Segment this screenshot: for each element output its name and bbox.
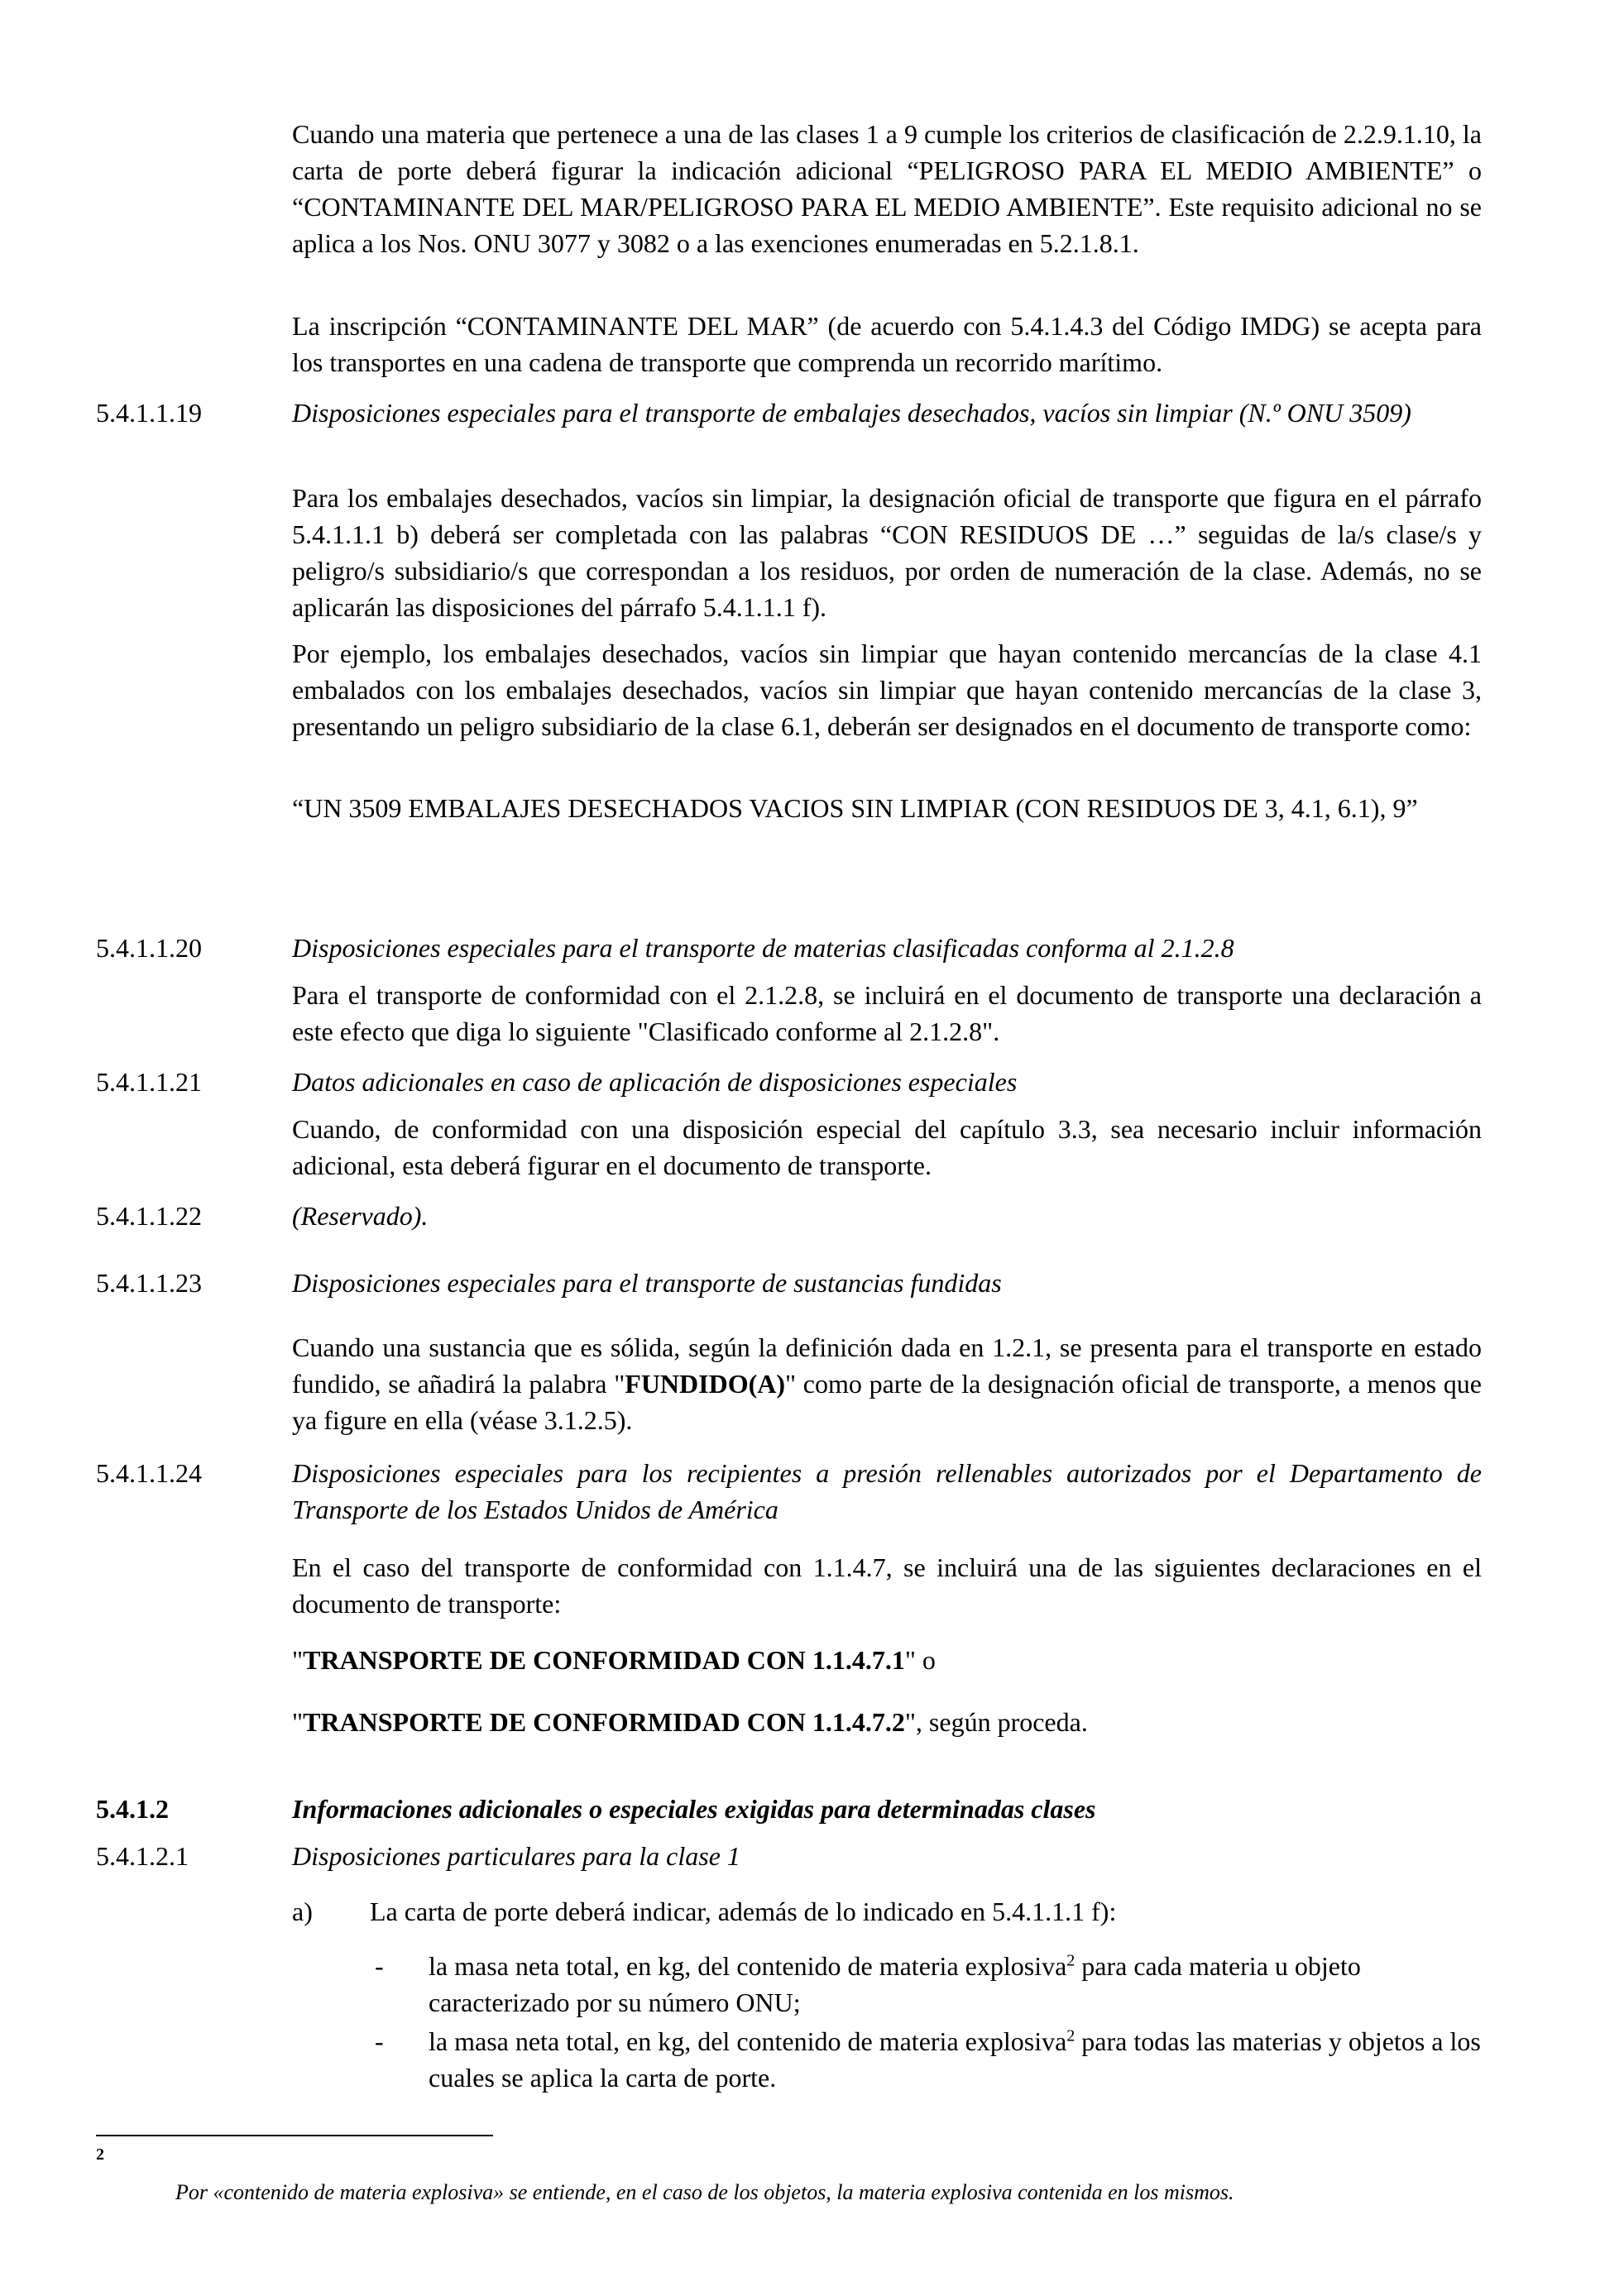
section-number-5-4-1-2-1: 5.4.1.2.1 <box>96 1841 189 1871</box>
section-number-5-4-1-1-19: 5.4.1.1.19 <box>96 398 202 428</box>
paragraph-declarations-intro: En el caso del transporte de conformidad con 1.1.4.7, se incluirá una de las siguientes declaraciones en el documento de transporte: <box>292 1552 1482 1619</box>
section-title-5-4-1-2-1: Disposiciones particulares para la clase 1 <box>292 1841 740 1871</box>
bold-term-fundido: FUNDIDO(A) <box>625 1369 786 1399</box>
footnote-separator <box>96 2135 493 2136</box>
paragraph-classified-conform: Para el transporte de conformidad con el 2.1.2.8, se incluirá en el documento de transporte una declaración a este efecto que diga lo siguiente "Clasificado conforme al 2.1.2.8". <box>292 980 1482 1046</box>
footnote-ref: 2 <box>1066 2026 1075 2045</box>
section-number-5-4-1-1-22: 5.4.1.1.22 <box>96 1201 202 1231</box>
paragraph-molten-substances: Cuando una sustancia que es sólida, según la definición dada en 1.2.1, se presenta para el transporte en estado fundido, se añadirá la palabra "FUNDIDO(A)" como parte de la designación oficial de transporte, a menos que ya figure en ella (véase 3.1.2.5). <box>292 1332 1483 1435</box>
section-number-5-4-1-2: 5.4.1.2 <box>96 1794 169 1824</box>
list-marker-a: a) <box>292 1897 313 1926</box>
list-dash-1: - <box>375 1951 384 1981</box>
section-title-5-4-1-1-19: Disposiciones especiales para el transporte de embalajes desechados, vacíos sin limpiar (N.º ONU 3509) <box>292 398 1411 428</box>
section-number-5-4-1-1-21: 5.4.1.1.21 <box>96 1067 202 1097</box>
section-title-5-4-1-1-23: Disposiciones especiales para el transporte de sustancias fundidas <box>292 1268 1002 1298</box>
paragraph-discarded-packagings: Para los embalajes desechados, vacíos sin limpiar, la designación oficial de transporte que figura en el párrafo 5.4.1.1.1 b) deberá ser completada con las palabras “CON RESIDUOS DE …” seguidas de la/s clase/s y peligro/s subsidiario/s que correspondan a los residuos, por orden de numeración de la clase. Además, no se aplicarán las disposiciones del párrafo 5.4.1.1.1 f). <box>292 483 1482 622</box>
section-number-5-4-1-1-24: 5.4.1.1.24 <box>96 1458 202 1488</box>
list-item-a: La carta de porte deberá indicar, además de lo indicado en 5.4.1.1.1 f): <box>370 1897 1117 1926</box>
section-title-5-4-1-1-20: Disposiciones especiales para el transporte de materias clasificadas conforma al 2.1.2.8 <box>292 933 1234 963</box>
section-title-5-4-1-1-21: Datos adicionales en caso de aplicación de disposiciones especiales <box>292 1067 1018 1097</box>
declaration-1: "TRANSPORTE DE CONFORMIDAD CON 1.1.4.7.1" o <box>292 1645 936 1675</box>
paragraph-special-provision-info: Cuando, de conformidad con una disposición especial del capítulo 3.3, sea necesario incluir información adicional, esta deberá figurar en el documento de transporte. <box>292 1114 1482 1180</box>
footnote-ref: 2 <box>1066 1951 1075 1970</box>
footnote-text: Por «contenido de materia explosiva» se entiende, en el caso de los objetos, la materia explosiva contenida en los mismos. <box>175 2180 1234 2204</box>
section-number-5-4-1-1-23: 5.4.1.1.23 <box>96 1268 202 1298</box>
list-item-net-mass-total: la masa neta total, en kg, del contenido de materia explosiva$^2$ para todas las materias y objetos a los cuales se aplica la carta de porte. <box>429 2026 1481 2093</box>
section-title-5-4-1-1-22: (Reservado). <box>292 1201 429 1231</box>
footnote-number: 2 <box>96 2145 104 2164</box>
paragraph-marine-pollutant: La inscripción “CONTAMINANTE DEL MAR” (de acuerdo con 5.4.1.4.3 del Código IMDG) se acepta para los transportes en una cadena de transporte que comprenda un recorrido marítimo. <box>292 311 1482 377</box>
paragraph-example: Por ejemplo, los embalajes desechados, vacíos sin limpiar que hayan contenido mercancías de la clase 4.1 embalados con los embalajes desechados, vacíos sin limpiar que hayan contenido mercancías de la clase 3, presentando un peligro subsidiario de la clase 6.1, deberán ser designados en el documento de transporte como: <box>292 639 1482 741</box>
section-title-5-4-1-1-24: Disposiciones especiales para los recipientes a presión rellenables autorizados por el Departamento de Transporte de los Estados Unidos de América <box>292 1458 1482 1524</box>
list-dash-2: - <box>375 2026 384 2056</box>
section-title-5-4-1-2: Informaciones adicionales o especiales exigidas para determinadas clases <box>292 1794 1096 1824</box>
paragraph-environment-hazard: Cuando una materia que pertenece a una de las clases 1 a 9 cumple los criterios de clasificación de 2.2.9.1.10, la carta de porte deberá figurar la indicación adicional “PELIGROSO PARA EL MEDIO AMBIENTE” o “CONTAMINANTE DEL MAR/PELIGROSO PARA EL MEDIO AMBIENTE”. Este requisito adicional no se aplica a los Nos. ONU 3077 y 3082 o a las exenciones enumeradas en 5.2.1.8.1. <box>292 119 1482 258</box>
declaration-2: "TRANSPORTE DE CONFORMIDAD CON 1.1.4.7.2", según proceda. <box>292 1707 1088 1737</box>
section-number-5-4-1-1-20: 5.4.1.1.20 <box>96 933 202 963</box>
paragraph-example-designation: “UN 3509 EMBALAJES DESECHADOS VACIOS SIN LIMPIAR (CON RESIDUOS DE 3, 4.1, 6.1), 9” <box>292 793 1418 823</box>
list-item-net-mass-per-un: la masa neta total, en kg, del contenido de materia explosiva$^2$ para cada materia u objeto caracterizado por su número ONU; <box>429 1951 1361 2017</box>
